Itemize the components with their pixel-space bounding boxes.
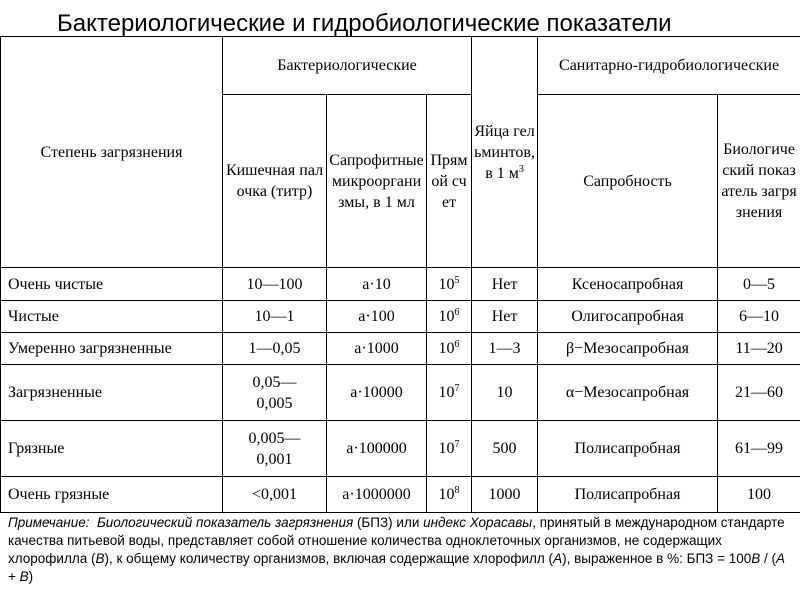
header-saprobity: Сапробность xyxy=(538,95,718,268)
cell-direct-count: $10^5$ xyxy=(427,268,472,301)
cell-bio-index: 6—10 xyxy=(718,301,800,333)
cell-degree: Очень грязные xyxy=(1,477,223,513)
cell-degree: Умеренно загрязненные xyxy=(1,333,223,365)
cell-saprophytes: a·100000 xyxy=(327,421,427,477)
cell-saprobity: α−Мезосапробная xyxy=(538,365,718,421)
cell-saprophytes: a·10 xyxy=(327,268,427,301)
cell-saprophytes: a·10000 xyxy=(327,365,427,421)
cell-degree: Грязные xyxy=(1,421,223,477)
cell-degree: Очень чистые xyxy=(1,268,223,301)
footnote: Примечание: Биологический показатель загрязнения (БПЗ) или индекс Хорасавы, принятый в международном стандарте качества питьевой воды, представляет собой отношение количества одноклеточных организмов, не содержащих хлорофилла (B), к общему количеству организмов, включая содержащие хлорофилл (A), выраженное в %: БПЗ = 100B / (A + B) xyxy=(8,515,786,584)
header-helminth-eggs: Яйца гельминтов, в 1 $м^3$ xyxy=(472,37,538,268)
cell-ecoli: 10—1 xyxy=(223,301,327,333)
cell-direct-count: $10^7$ xyxy=(427,421,472,477)
cell-bio-index: 11—20 xyxy=(718,333,800,365)
header-bio-index: Биологический показатель загрязнения xyxy=(718,95,800,268)
cell-saprophytes: a·100 xyxy=(327,301,427,333)
page-title: Бактериологические и гидробиологические показатели xyxy=(57,10,672,37)
cell-direct-count: $10^6$ xyxy=(427,301,472,333)
header-row-1 xyxy=(1,37,800,95)
cell-ecoli: 0,05—0,005 xyxy=(223,365,327,421)
cell-helminth-eggs: 10 xyxy=(472,365,538,421)
cell-helminth-eggs: 1—3 xyxy=(472,333,538,365)
cell-degree: Чистые xyxy=(1,301,223,333)
cell-helminth-eggs: Нет xyxy=(472,268,538,301)
header-ecoli: Кишечная палочка (титр) xyxy=(223,95,327,268)
cell-direct-count: $10^8$ xyxy=(427,477,472,513)
table-row xyxy=(1,477,800,513)
cell-ecoli: 1—0,05 xyxy=(223,333,327,365)
table-row xyxy=(1,268,800,301)
cell-helminth-eggs: Нет xyxy=(472,301,538,333)
cell-saprobity: β−Мезосапробная xyxy=(538,333,718,365)
cell-helminth-eggs: 500 xyxy=(472,421,538,477)
header-sanitary: Санитарно-гидробиологические xyxy=(538,37,800,95)
cell-saprobity: Олигосапробная xyxy=(538,301,718,333)
cell-bio-index: 0—5 xyxy=(718,268,800,301)
cell-saprophytes: a·1000000 xyxy=(327,477,427,513)
cell-direct-count: $10^7$ xyxy=(427,365,472,421)
table-row xyxy=(1,421,800,477)
cell-direct-count: $10^6$ xyxy=(427,333,472,365)
header-direct-count: Прямой счет xyxy=(427,95,472,268)
header-saprophytes: Сапрофитные микроорганизмы, в 1 мл xyxy=(327,95,427,268)
cell-saprophytes: a·1000 xyxy=(327,333,427,365)
cell-saprobity: Ксеносапробная xyxy=(538,268,718,301)
cell-bio-index: 61—99 xyxy=(718,421,800,477)
cell-degree: Загрязненные xyxy=(1,365,223,421)
cell-bio-index: 100 xyxy=(718,477,800,513)
indicators-table xyxy=(0,36,800,513)
cell-saprobity: Полисапробная xyxy=(538,421,718,477)
cell-ecoli: 10—100 xyxy=(223,268,327,301)
cell-bio-index: 21—60 xyxy=(718,365,800,421)
cell-saprobity: Полисапробная xyxy=(538,477,718,513)
cell-helminth-eggs: 1000 xyxy=(472,477,538,513)
table-row xyxy=(1,301,800,333)
header-degree: Степень загрязнения xyxy=(1,37,223,268)
header-bacteriological: Бактериологические xyxy=(223,37,472,95)
cell-ecoli: <0,001 xyxy=(223,477,327,513)
table-row xyxy=(1,333,800,365)
cell-ecoli: 0,005—0,001 xyxy=(223,421,327,477)
table-row xyxy=(1,365,800,421)
